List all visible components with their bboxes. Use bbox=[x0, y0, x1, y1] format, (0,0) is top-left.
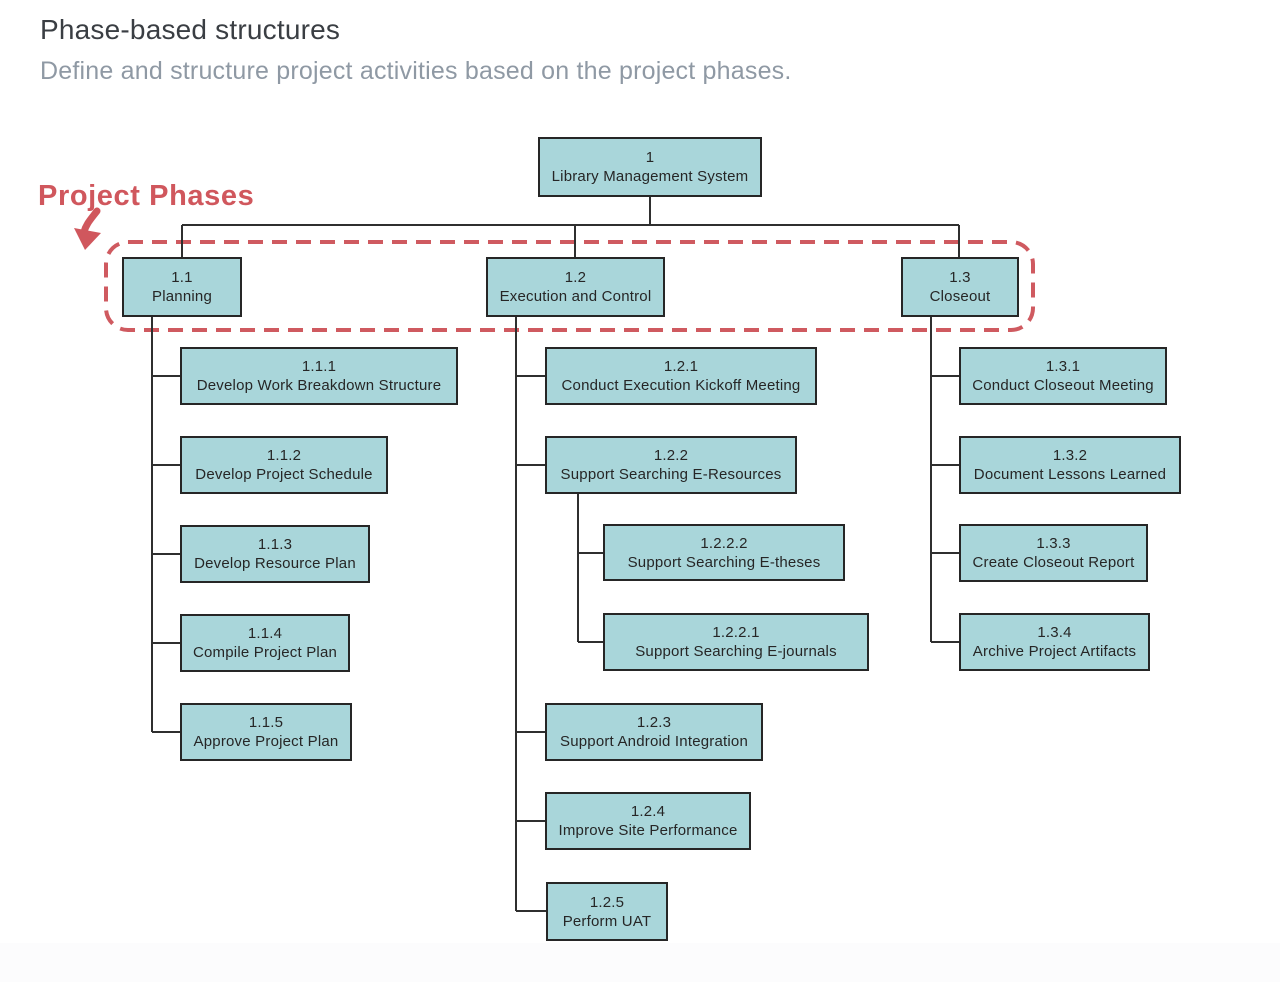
wbs-node-1-2-2-2 bbox=[603, 524, 845, 581]
node-id: 1 bbox=[645, 149, 655, 166]
node-label: Archive Project Artifacts bbox=[972, 643, 1137, 660]
wbs-node-1-3-4 bbox=[959, 613, 1150, 671]
node-label: Improve Site Performance bbox=[558, 822, 738, 839]
node-label: Document Lessons Learned bbox=[973, 466, 1167, 483]
node-label: Develop Project Schedule bbox=[195, 466, 373, 483]
wbs-node-1-1-4 bbox=[180, 614, 350, 672]
wbs-node-1-1 bbox=[122, 257, 242, 317]
node-id: 1.1.3 bbox=[257, 536, 293, 553]
curved-arrow-icon bbox=[74, 211, 101, 250]
node-id: 1.3.3 bbox=[1036, 535, 1071, 552]
node-id: 1.2 bbox=[564, 269, 587, 286]
node-id: 1.3 bbox=[949, 269, 971, 286]
node-id: 1.2.5 bbox=[589, 893, 625, 911]
node-id: 1.2.2.2 bbox=[700, 534, 748, 552]
wbs-node-1-1-1 bbox=[180, 347, 458, 405]
node-label: Develop Work Breakdown Structure bbox=[196, 377, 442, 394]
node-label: Support Searching E-Resources bbox=[560, 466, 782, 483]
node-id: 1.2.1 bbox=[663, 358, 699, 375]
node-id: 1.2.2.1 bbox=[712, 624, 760, 641]
node-label: Conduct Closeout Meeting bbox=[972, 377, 1154, 394]
node-label: Closeout bbox=[929, 288, 991, 305]
node-id: 1.1.1 bbox=[301, 358, 337, 375]
node-id: 1.1.4 bbox=[247, 625, 283, 642]
node-label: Develop Resource Plan bbox=[194, 555, 356, 572]
node-id: 1.1 bbox=[171, 269, 193, 286]
wbs-node-1-3-2 bbox=[959, 436, 1181, 494]
page-title: Phase-based structures bbox=[40, 14, 341, 45]
node-label: Create Closeout Report bbox=[972, 554, 1135, 571]
node-id: 1.2.2 bbox=[653, 447, 689, 464]
wbs-node-1-2-2-1 bbox=[603, 613, 869, 671]
node-label: Execution and Control bbox=[499, 288, 652, 305]
wbs-node-1-3-3 bbox=[959, 524, 1148, 582]
node-id: 1.1.2 bbox=[266, 447, 302, 464]
node-label: Support Searching E-journals bbox=[635, 643, 837, 660]
wbs-node-root bbox=[538, 137, 762, 197]
node-id: 1.3.4 bbox=[1037, 624, 1072, 641]
wbs-node-1-1-2 bbox=[180, 436, 388, 494]
node-id: 1.1.5 bbox=[248, 714, 284, 731]
wbs-node-1-3-1 bbox=[959, 347, 1167, 405]
node-label: Planning bbox=[152, 288, 212, 305]
node-id: 1.2.4 bbox=[630, 803, 666, 820]
wbs-node-1-1-5 bbox=[180, 703, 352, 761]
node-label: Support Searching E-theses bbox=[627, 553, 821, 571]
node-id: 1.3.1 bbox=[1045, 358, 1081, 375]
node-label: Library Management System bbox=[551, 168, 749, 185]
wbs-node-1-2-4 bbox=[545, 792, 751, 850]
project-phases-label: Project Phases bbox=[38, 180, 255, 212]
wbs-node-1-2-3 bbox=[545, 703, 763, 761]
node-id: 1.3.2 bbox=[1052, 447, 1088, 464]
page-subtitle: Define and structure project activities based on the project phases. bbox=[40, 57, 792, 85]
wbs-node-1-2-5 bbox=[546, 882, 668, 941]
node-label: Support Android Integration bbox=[559, 733, 749, 750]
wbs-node-1-2-2 bbox=[545, 436, 797, 494]
node-label: Conduct Execution Kickoff Meeting bbox=[561, 377, 801, 394]
page-bottom-strip bbox=[0, 943, 1280, 982]
node-label: Perform UAT bbox=[562, 912, 652, 930]
wbs-node-1-3 bbox=[901, 257, 1019, 317]
node-label: Compile Project Plan bbox=[192, 644, 338, 661]
node-label: Approve Project Plan bbox=[193, 733, 339, 750]
wbs-node-1-1-3 bbox=[180, 525, 370, 583]
node-id: 1.2.3 bbox=[636, 714, 672, 731]
wbs-node-1-2-1 bbox=[545, 347, 817, 405]
wbs-node-1-2 bbox=[486, 257, 665, 317]
